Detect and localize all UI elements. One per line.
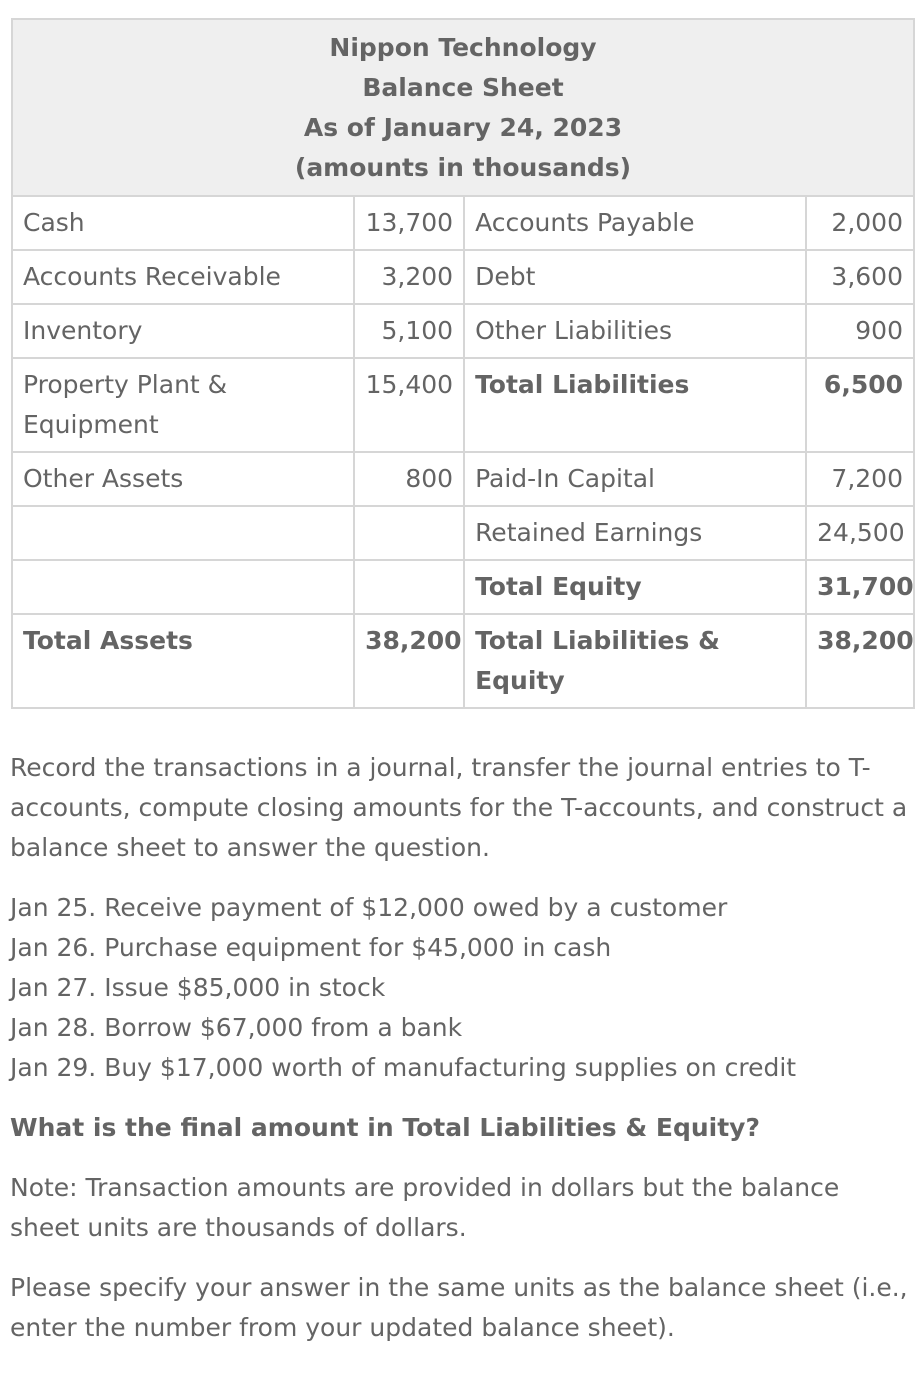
balance-sheet-header [12,19,914,196]
total-label: Total Liabilities & Equity [464,614,806,708]
table-row [12,506,914,560]
instructions-text: Record the transactions in a journal, transfer the journal entries to T-accounts, compute closing amounts for the T-accounts, and construct a balance sheet to answer the question. [10,753,908,862]
asset-value: 5,100 [354,304,464,358]
liability-value: 6,500 [806,358,914,452]
liability-label: Other Liabilities [464,304,806,358]
question-text: What is the final amount in Total Liabilities & Equity? [10,1113,760,1142]
list-item: Jan 27. Issue $85,000 in stock [10,973,386,1002]
liability-value: 3,600 [806,250,914,304]
spacer [10,1148,910,1168]
asset-label: Inventory [12,304,354,358]
table-row [12,560,914,614]
asset-value: 38,200 [354,614,464,708]
asset-value [354,506,464,560]
equity-label: Paid-In Capital [464,452,806,506]
answer-instruction-text: Please specify your answer in the same units as the balance sheet (i.e., enter the number from your updated balance sheet). [10,1273,908,1342]
asset-value: 800 [354,452,464,506]
list-item: Jan 26. Purchase equipment for $45,000 in cash [10,933,612,962]
list-item: Jan 25. Receive payment of $12,000 owed by a customer [10,893,728,922]
equity-value: 24,500 [806,506,914,560]
table-row [12,250,914,304]
note-text: Note: Transaction amounts are provided in dollars but the balance sheet units are thousands of dollars. [10,1173,840,1242]
table-row [12,452,914,506]
asset-value: 13,700 [354,196,464,250]
transaction-list [10,888,910,1088]
liability-label: Total Liabilities [464,358,806,452]
asset-label: Cash [12,196,354,250]
liability-label: Accounts Payable [464,196,806,250]
spacer [10,1248,910,1268]
balance-sheet-header-row [12,19,914,196]
spacer [10,1088,910,1108]
question-content [10,748,910,1348]
asset-value [354,560,464,614]
spacer [10,868,910,888]
asset-label: Accounts Receivable [12,250,354,304]
equity-label: Total Equity [464,560,806,614]
table-row [12,196,914,250]
asset-label: Property Plant & Equipment [12,358,354,452]
equity-value: 7,200 [806,452,914,506]
list-item: Jan 29. Buy $17,000 worth of manufacturing supplies on credit [10,1053,797,1082]
asset-label [12,506,354,560]
balance-sheet-table [11,18,915,709]
company-name: Nippon Technology [329,33,597,62]
sheet-date: As of January 24, 2023 [303,113,623,142]
table-row [12,304,914,358]
liability-value: 2,000 [806,196,914,250]
liability-value: 900 [806,304,914,358]
list-item: Jan 28. Borrow $67,000 from a bank [10,1013,463,1042]
equity-label: Retained Earnings [464,506,806,560]
total-value: 38,200 [806,614,914,708]
asset-label: Total Assets [12,614,354,708]
asset-label [12,560,354,614]
table-row [12,358,914,452]
table-row [12,614,914,708]
asset-value: 3,200 [354,250,464,304]
sheet-title: Balance Sheet [362,73,564,102]
equity-value: 31,700 [806,560,914,614]
asset-value: 15,400 [354,358,464,452]
asset-label: Other Assets [12,452,354,506]
sheet-units: (amounts in thousands) [294,153,632,182]
liability-label: Debt [464,250,806,304]
